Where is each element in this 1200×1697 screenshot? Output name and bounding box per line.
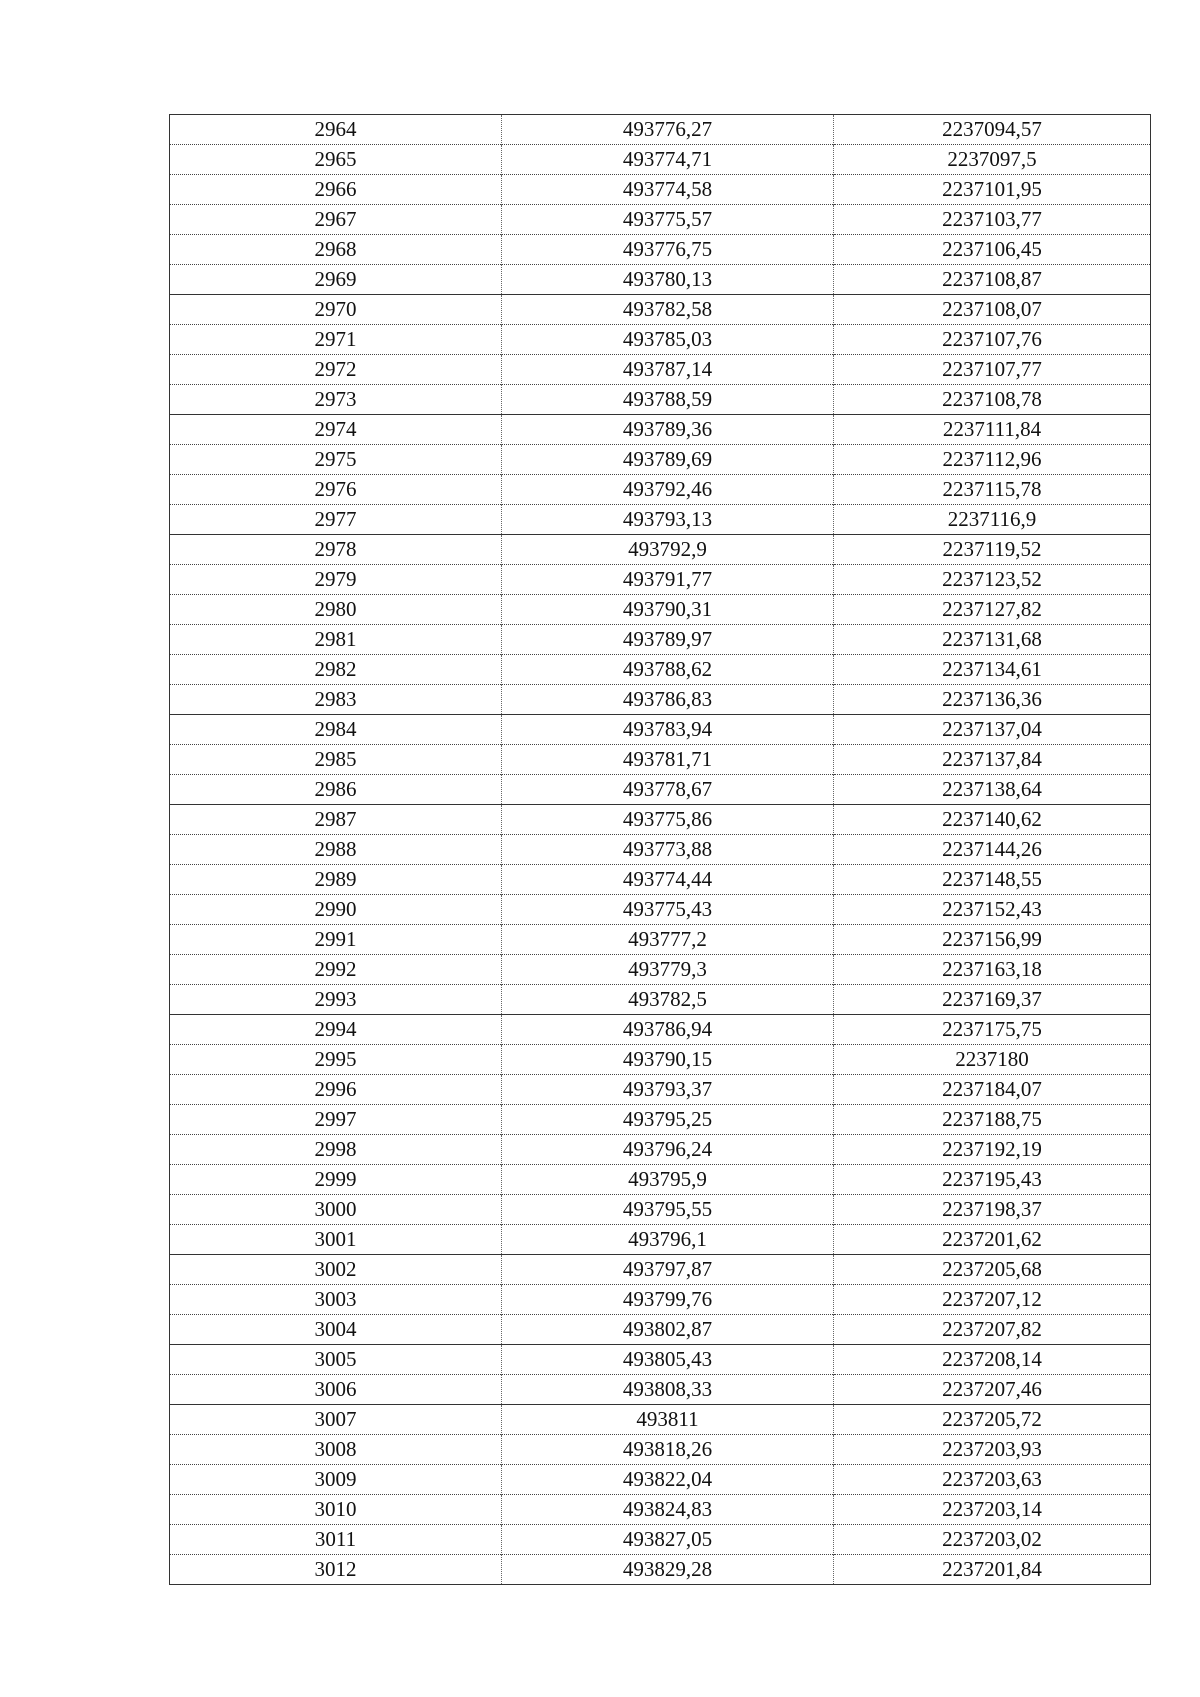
point-number-cell: 2968	[170, 235, 502, 265]
y-coordinate-cell: 2237134,61	[834, 655, 1151, 685]
point-number-cell: 3007	[170, 1405, 502, 1435]
table-row	[170, 265, 1151, 295]
table-row	[170, 325, 1151, 355]
y-coordinate-cell: 2237148,55	[834, 865, 1151, 895]
table-row	[170, 355, 1151, 385]
point-number-cell: 3001	[170, 1225, 502, 1255]
point-number-cell: 2993	[170, 985, 502, 1015]
table-row	[170, 625, 1151, 655]
x-coordinate-cell: 493778,67	[502, 775, 834, 805]
table-row	[170, 1555, 1151, 1585]
point-number-cell: 3010	[170, 1495, 502, 1525]
point-number-cell: 2969	[170, 265, 502, 295]
table-row	[170, 205, 1151, 235]
x-coordinate-cell: 493779,3	[502, 955, 834, 985]
point-number-cell: 3011	[170, 1525, 502, 1555]
point-number-cell: 2998	[170, 1135, 502, 1165]
point-number-cell: 2987	[170, 805, 502, 835]
table-row	[170, 1045, 1151, 1075]
x-coordinate-cell: 493789,97	[502, 625, 834, 655]
y-coordinate-cell: 2237140,62	[834, 805, 1151, 835]
x-coordinate-cell: 493788,62	[502, 655, 834, 685]
y-coordinate-cell: 2237123,52	[834, 565, 1151, 595]
point-number-cell: 2979	[170, 565, 502, 595]
point-number-cell: 2971	[170, 325, 502, 355]
y-coordinate-cell: 2237107,77	[834, 355, 1151, 385]
table-row	[170, 745, 1151, 775]
x-coordinate-cell: 493795,25	[502, 1105, 834, 1135]
point-number-cell: 2974	[170, 415, 502, 445]
point-number-cell: 2999	[170, 1165, 502, 1195]
x-coordinate-cell: 493808,33	[502, 1375, 834, 1405]
table-row	[170, 715, 1151, 745]
table-row	[170, 1375, 1151, 1405]
table-row	[170, 475, 1151, 505]
y-coordinate-cell: 2237106,45	[834, 235, 1151, 265]
x-coordinate-cell: 493811	[502, 1405, 834, 1435]
x-coordinate-cell: 493781,71	[502, 745, 834, 775]
point-number-cell: 2973	[170, 385, 502, 415]
table-row	[170, 175, 1151, 205]
x-coordinate-cell: 493788,59	[502, 385, 834, 415]
table-row	[170, 925, 1151, 955]
x-coordinate-cell: 493787,14	[502, 355, 834, 385]
x-coordinate-cell: 493824,83	[502, 1495, 834, 1525]
x-coordinate-cell: 493827,05	[502, 1525, 834, 1555]
point-number-cell: 2990	[170, 895, 502, 925]
x-coordinate-cell: 493793,37	[502, 1075, 834, 1105]
x-coordinate-cell: 493818,26	[502, 1435, 834, 1465]
y-coordinate-cell: 2237137,84	[834, 745, 1151, 775]
table-row	[170, 1225, 1151, 1255]
x-coordinate-cell: 493777,2	[502, 925, 834, 955]
table-row	[170, 145, 1151, 175]
x-coordinate-cell: 493776,75	[502, 235, 834, 265]
x-coordinate-cell: 493786,83	[502, 685, 834, 715]
point-number-cell: 3000	[170, 1195, 502, 1225]
table-row	[170, 1015, 1151, 1045]
point-number-cell: 2991	[170, 925, 502, 955]
point-number-cell: 2982	[170, 655, 502, 685]
coordinates-table-body	[170, 115, 1151, 1585]
y-coordinate-cell: 2237156,99	[834, 925, 1151, 955]
y-coordinate-cell: 2237188,75	[834, 1105, 1151, 1135]
point-number-cell: 2977	[170, 505, 502, 535]
y-coordinate-cell: 2237203,02	[834, 1525, 1151, 1555]
y-coordinate-cell: 2237208,14	[834, 1345, 1151, 1375]
y-coordinate-cell: 2237138,64	[834, 775, 1151, 805]
y-coordinate-cell: 2237203,63	[834, 1465, 1151, 1495]
table-row	[170, 1165, 1151, 1195]
y-coordinate-cell: 2237198,37	[834, 1195, 1151, 1225]
y-coordinate-cell: 2237144,26	[834, 835, 1151, 865]
point-number-cell: 2997	[170, 1105, 502, 1135]
point-number-cell: 3012	[170, 1555, 502, 1585]
table-row	[170, 1105, 1151, 1135]
x-coordinate-cell: 493782,58	[502, 295, 834, 325]
x-coordinate-cell: 493829,28	[502, 1555, 834, 1585]
table-row	[170, 895, 1151, 925]
point-number-cell: 3008	[170, 1435, 502, 1465]
table-row	[170, 1405, 1151, 1435]
table-row	[170, 655, 1151, 685]
y-coordinate-cell: 2237180	[834, 1045, 1151, 1075]
table-row	[170, 985, 1151, 1015]
y-coordinate-cell: 2237112,96	[834, 445, 1151, 475]
point-number-cell: 2983	[170, 685, 502, 715]
x-coordinate-cell: 493802,87	[502, 1315, 834, 1345]
y-coordinate-cell: 2237119,52	[834, 535, 1151, 565]
table-row	[170, 235, 1151, 265]
point-number-cell: 2996	[170, 1075, 502, 1105]
x-coordinate-cell: 493799,76	[502, 1285, 834, 1315]
y-coordinate-cell: 2237207,12	[834, 1285, 1151, 1315]
table-row	[170, 835, 1151, 865]
y-coordinate-cell: 2237127,82	[834, 595, 1151, 625]
y-coordinate-cell: 2237108,07	[834, 295, 1151, 325]
x-coordinate-cell: 493789,36	[502, 415, 834, 445]
y-coordinate-cell: 2237207,82	[834, 1315, 1151, 1345]
x-coordinate-cell: 493775,57	[502, 205, 834, 235]
point-number-cell: 2981	[170, 625, 502, 655]
point-number-cell: 2970	[170, 295, 502, 325]
y-coordinate-cell: 2237152,43	[834, 895, 1151, 925]
point-number-cell: 2986	[170, 775, 502, 805]
point-number-cell: 3002	[170, 1255, 502, 1285]
point-number-cell: 2984	[170, 715, 502, 745]
y-coordinate-cell: 2237101,95	[834, 175, 1151, 205]
y-coordinate-cell: 2237203,93	[834, 1435, 1151, 1465]
x-coordinate-cell: 493796,1	[502, 1225, 834, 1255]
table-row	[170, 565, 1151, 595]
x-coordinate-cell: 493783,94	[502, 715, 834, 745]
point-number-cell: 2976	[170, 475, 502, 505]
x-coordinate-cell: 493795,9	[502, 1165, 834, 1195]
y-coordinate-cell: 2237108,78	[834, 385, 1151, 415]
y-coordinate-cell: 2237108,87	[834, 265, 1151, 295]
table-row	[170, 115, 1151, 145]
point-number-cell: 2992	[170, 955, 502, 985]
x-coordinate-cell: 493796,24	[502, 1135, 834, 1165]
point-number-cell: 3003	[170, 1285, 502, 1315]
table-row	[170, 1435, 1151, 1465]
table-row	[170, 1195, 1151, 1225]
x-coordinate-cell: 493780,13	[502, 265, 834, 295]
table-row	[170, 955, 1151, 985]
table-row	[170, 505, 1151, 535]
y-coordinate-cell: 2237205,68	[834, 1255, 1151, 1285]
table-row	[170, 1135, 1151, 1165]
table-row	[170, 595, 1151, 625]
table-row	[170, 865, 1151, 895]
y-coordinate-cell: 2237201,62	[834, 1225, 1151, 1255]
table-row	[170, 1285, 1151, 1315]
x-coordinate-cell: 493775,86	[502, 805, 834, 835]
y-coordinate-cell: 2237184,07	[834, 1075, 1151, 1105]
y-coordinate-cell: 2237111,84	[834, 415, 1151, 445]
table-row	[170, 1495, 1151, 1525]
y-coordinate-cell: 2237207,46	[834, 1375, 1151, 1405]
point-number-cell: 2994	[170, 1015, 502, 1045]
x-coordinate-cell: 493773,88	[502, 835, 834, 865]
point-number-cell: 3009	[170, 1465, 502, 1495]
table-row	[170, 685, 1151, 715]
point-number-cell: 2967	[170, 205, 502, 235]
y-coordinate-cell: 2237137,04	[834, 715, 1151, 745]
table-row	[170, 1315, 1151, 1345]
y-coordinate-cell: 2237094,57	[834, 115, 1151, 145]
x-coordinate-cell: 493786,94	[502, 1015, 834, 1045]
x-coordinate-cell: 493792,46	[502, 475, 834, 505]
y-coordinate-cell: 2237169,37	[834, 985, 1151, 1015]
point-number-cell: 2964	[170, 115, 502, 145]
y-coordinate-cell: 2237175,75	[834, 1015, 1151, 1045]
table-row	[170, 1075, 1151, 1105]
table-row	[170, 805, 1151, 835]
point-number-cell: 2985	[170, 745, 502, 775]
point-number-cell: 3004	[170, 1315, 502, 1345]
x-coordinate-cell: 493790,15	[502, 1045, 834, 1075]
y-coordinate-cell: 2237097,5	[834, 145, 1151, 175]
y-coordinate-cell: 2237136,36	[834, 685, 1151, 715]
table-row	[170, 445, 1151, 475]
point-number-cell: 2978	[170, 535, 502, 565]
point-number-cell: 2995	[170, 1045, 502, 1075]
x-coordinate-cell: 493775,43	[502, 895, 834, 925]
x-coordinate-cell: 493774,58	[502, 175, 834, 205]
table-row	[170, 535, 1151, 565]
table-row	[170, 295, 1151, 325]
x-coordinate-cell: 493805,43	[502, 1345, 834, 1375]
table-row	[170, 1465, 1151, 1495]
y-coordinate-cell: 2237203,14	[834, 1495, 1151, 1525]
x-coordinate-cell: 493782,5	[502, 985, 834, 1015]
x-coordinate-cell: 493795,55	[502, 1195, 834, 1225]
y-coordinate-cell: 2237192,19	[834, 1135, 1151, 1165]
y-coordinate-cell: 2237115,78	[834, 475, 1151, 505]
x-coordinate-cell: 493785,03	[502, 325, 834, 355]
point-number-cell: 2975	[170, 445, 502, 475]
x-coordinate-cell: 493790,31	[502, 595, 834, 625]
x-coordinate-cell: 493776,27	[502, 115, 834, 145]
point-number-cell: 2980	[170, 595, 502, 625]
point-number-cell: 2965	[170, 145, 502, 175]
x-coordinate-cell: 493791,77	[502, 565, 834, 595]
point-number-cell: 3006	[170, 1375, 502, 1405]
table-row	[170, 1345, 1151, 1375]
table-row	[170, 1525, 1151, 1555]
point-number-cell: 2972	[170, 355, 502, 385]
x-coordinate-cell: 493774,44	[502, 865, 834, 895]
table-row	[170, 385, 1151, 415]
x-coordinate-cell: 493792,9	[502, 535, 834, 565]
point-number-cell: 2966	[170, 175, 502, 205]
y-coordinate-cell: 2237116,9	[834, 505, 1151, 535]
table-row	[170, 1255, 1151, 1285]
x-coordinate-cell: 493774,71	[502, 145, 834, 175]
x-coordinate-cell: 493789,69	[502, 445, 834, 475]
y-coordinate-cell: 2237201,84	[834, 1555, 1151, 1585]
table-row	[170, 415, 1151, 445]
point-number-cell: 3005	[170, 1345, 502, 1375]
y-coordinate-cell: 2237163,18	[834, 955, 1151, 985]
y-coordinate-cell: 2237131,68	[834, 625, 1151, 655]
table-row	[170, 775, 1151, 805]
y-coordinate-cell: 2237205,72	[834, 1405, 1151, 1435]
point-number-cell: 2988	[170, 835, 502, 865]
point-number-cell: 2989	[170, 865, 502, 895]
coordinates-table	[169, 114, 1151, 1585]
y-coordinate-cell: 2237103,77	[834, 205, 1151, 235]
x-coordinate-cell: 493793,13	[502, 505, 834, 535]
x-coordinate-cell: 493822,04	[502, 1465, 834, 1495]
x-coordinate-cell: 493797,87	[502, 1255, 834, 1285]
y-coordinate-cell: 2237195,43	[834, 1165, 1151, 1195]
y-coordinate-cell: 2237107,76	[834, 325, 1151, 355]
